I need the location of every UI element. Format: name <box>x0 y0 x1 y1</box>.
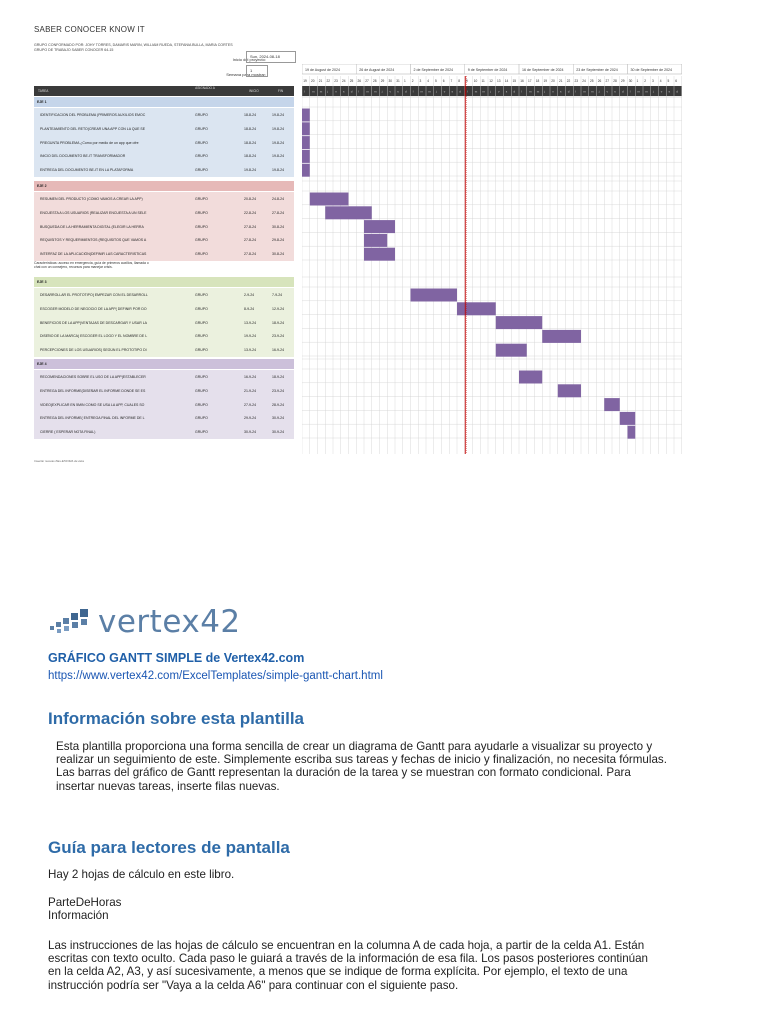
task-assigned: GRUPO <box>195 224 208 229</box>
weekday-letter: s <box>397 89 399 94</box>
task-row[interactable] <box>34 192 294 206</box>
week-label: 16 de September de 2024 <box>522 68 564 72</box>
task-start: 27-8-24 <box>244 252 257 257</box>
weekday-letter: s <box>559 89 562 94</box>
day-number: 16 <box>520 79 524 83</box>
week-to-show-label: Semana para mostrar: <box>226 72 266 77</box>
week-label: 2 de September de 2024 <box>413 68 454 72</box>
day-number: 20 <box>551 79 555 83</box>
task-row[interactable] <box>34 136 294 150</box>
phase-row <box>34 97 294 107</box>
day-number: 8 <box>458 79 460 83</box>
task-name: INICIO DEL DOCUMENTO BE-IT TRANSFORMADOR <box>40 154 126 159</box>
gantt-bar <box>364 220 395 233</box>
task-assigned: GRUPO <box>195 210 208 215</box>
weekday-letter: s <box>342 89 345 94</box>
table-header <box>34 86 294 96</box>
week-label: 26 de August de 2024 <box>359 68 395 72</box>
day-number: 23 <box>334 79 338 83</box>
gantt-bar <box>302 109 310 122</box>
phase-name: EJE 1 <box>37 100 47 104</box>
weekday-letter: l <box>412 89 414 94</box>
task-end: 7-9-24 <box>272 293 283 297</box>
task-assigned: GRUPO <box>195 402 208 407</box>
weekday-letter: d <box>676 89 678 94</box>
task-end: 18-9-24 <box>272 320 285 325</box>
phase-row <box>34 181 294 191</box>
day-number: 2 <box>644 79 646 83</box>
task-assigned: GRUPO <box>195 126 208 131</box>
week-label: 19 de August de 2024 <box>305 68 340 72</box>
day-number: 29 <box>620 79 625 83</box>
weekday-letter: s <box>668 89 670 94</box>
task-row[interactable] <box>34 384 294 398</box>
task-start: 30-9-24 <box>244 430 257 435</box>
task-start: 21-9-24 <box>244 388 257 393</box>
task-start: 13-9-24 <box>244 348 257 353</box>
weekday-letter: v <box>335 89 337 94</box>
day-number: 30 <box>388 79 392 83</box>
day-number: 19 <box>543 79 547 83</box>
gantt-bar <box>558 384 581 397</box>
week-label: 23 de September de 2024 <box>576 68 618 72</box>
weekday-letter: d <box>567 89 570 94</box>
weekday-letter: d <box>350 89 353 94</box>
task-row[interactable] <box>34 206 294 220</box>
task-row[interactable] <box>34 220 294 234</box>
task-end: 30-8-24 <box>272 224 285 229</box>
sheet-count-text: Hay 2 hojas de cálculo en este libro. <box>48 868 235 881</box>
week-label: 30 de September de 2024 <box>630 68 673 72</box>
task-name: ENTREGA DEL INFORME( ENTREGA FINAL DEL INFORME DE L <box>40 416 145 421</box>
day-number: 10 <box>473 79 478 83</box>
project-start-label: Inicio del proyecto: <box>232 57 266 62</box>
task-assigned: GRUPO <box>195 293 208 297</box>
task-row[interactable] <box>34 233 294 247</box>
phase-name: EJE 3 <box>37 280 47 284</box>
task-name: BUSQUEDA DE LA HERRAMIENTA DIGITAL (ELEGIR LA HERRA <box>40 224 144 229</box>
section-title-info: Información sobre esta plantilla <box>48 709 305 728</box>
task-assigned: GRUPO <box>195 140 208 145</box>
task-name: BENEFICIOS DE LA APP(VENTAJAS DE DESCARGAR Y USAR LA <box>40 320 147 325</box>
gantt-bar <box>302 164 310 177</box>
weekday-letter: m <box>319 89 323 94</box>
task-end: 30-9-24 <box>272 430 285 435</box>
day-number: 17 <box>527 79 532 83</box>
weekday-letter: l <box>629 89 631 94</box>
weekday-letter: m <box>645 89 648 94</box>
day-number: 1 <box>403 79 406 83</box>
weekday-letter: m <box>373 89 377 94</box>
task-assigned: GRUPO <box>195 375 208 379</box>
gantt-bar <box>457 302 496 315</box>
task-end: 27-8-24 <box>272 210 285 215</box>
task-end: 23-9-24 <box>272 334 285 339</box>
task-end: 12-9-24 <box>272 306 285 311</box>
weekday-letter: m <box>590 89 594 94</box>
task-assigned: GRUPO <box>195 306 208 311</box>
day-number: 4 <box>427 79 429 83</box>
task-name: REQUISITOS Y REQUERIMIENTOS (REQUISITOS QUE VAMOS A <box>40 238 147 243</box>
task-name: ENTREGA DEL INFORME(DISEÑAR EL INFORME DONDE SE ES <box>40 388 146 393</box>
task-name: ENTREGA DEL DOCUMENTO BE-IT EN LA PLATAFORMA <box>40 168 134 173</box>
weekday-letter: m <box>420 89 423 94</box>
task-assigned: GRUPO <box>195 168 208 173</box>
task-name: ESCOGER MODELO DE NEGOCIO DE LA APP( DEFINIR POR DO <box>40 306 147 311</box>
day-number: 30 <box>628 79 633 83</box>
task-end: 19-8-24 <box>272 154 285 159</box>
gantt-bar <box>302 136 310 149</box>
weekday-letter: d <box>404 89 407 94</box>
weekday-letter: v <box>552 89 554 94</box>
weekday-letter: j <box>490 89 491 94</box>
weekday-letter: m <box>583 89 586 94</box>
gantt-bar <box>604 398 620 411</box>
task-start: 27-8-24 <box>244 224 257 229</box>
weekday-letter: d <box>621 89 624 94</box>
day-number: 27 <box>365 79 369 83</box>
sheet-name-2: Información <box>48 909 109 922</box>
task-start: 13-9-24 <box>244 320 257 325</box>
task-start: 22-8-24 <box>244 210 257 215</box>
group-code: GRUPO DE TRABAJO SABER CONOCER 64-15 <box>34 48 114 52</box>
week-to-show-input[interactable]: 1 <box>246 65 268 77</box>
task-row[interactable] <box>34 316 294 330</box>
task-assigned: GRUPO <box>195 197 208 201</box>
weekday-letter: m <box>311 89 315 94</box>
task-assigned: GRUPO <box>195 238 208 243</box>
weekday-letter: v <box>660 89 663 94</box>
gantt-bar <box>628 426 636 439</box>
day-number: 27 <box>605 79 609 83</box>
task-assigned: GRUPO <box>195 348 208 353</box>
sheet-title: SABER CONOCER KNOW IT <box>34 25 145 34</box>
day-number: 22 <box>326 79 330 83</box>
task-start: 16-9-24 <box>244 375 257 379</box>
gantt-bar <box>620 412 636 425</box>
week-label: 9 de September de 2024 <box>467 68 508 72</box>
vertex42-logo <box>48 604 241 640</box>
task-name: PLANTEAMIENTO DEL RETO(CREAR UNA APP CON LA QUE SE <box>40 126 146 131</box>
task-name: CIERRE ( ESPERAR NOTA FINAL) <box>40 430 96 435</box>
phase-name: EJE 4 <box>37 362 47 366</box>
day-number: 22 <box>566 79 571 83</box>
notes-cell: Características: acceso en emergencia, guía de primeros auxilios, llamada o chat con un consejero, recursos para manejar crisis. <box>34 261 149 269</box>
section-body-instructions: Las instrucciones de las hojas de cálculo se encuentran en la columna A de cada hoja, a partir de la celda A1. Están escritas con texto oculto. Cada paso le guiará a través de la información de esa fila. Los pasos posteriores continúan en la celda A2, A3, y así sucesivamente, a menos que se indique de forma explícita. Por ejemplo, el texto de una instrucción podría ser "Vaya a la celda A6" para continuar con el siguiente paso. <box>48 939 648 992</box>
day-number: 1 <box>636 79 639 83</box>
weekday-letter: m <box>474 89 478 94</box>
task-row[interactable] <box>34 398 294 412</box>
day-number: 26 <box>357 79 361 83</box>
day-number: 6 <box>442 79 445 83</box>
day-number: 21 <box>558 79 563 83</box>
task-end: 16-9-24 <box>272 348 285 353</box>
weekday-letter: v <box>443 89 446 94</box>
weekday-letter: m <box>536 89 540 94</box>
day-number: 14 <box>504 79 509 83</box>
day-number: 6 <box>675 79 677 83</box>
day-number: 7 <box>450 79 453 83</box>
task-end: 18-9-24 <box>272 375 285 379</box>
weekday-letter: d <box>459 89 461 94</box>
gantt-bar <box>302 150 310 163</box>
weekday-letter: l <box>304 89 305 94</box>
weekday-letter: j <box>544 89 546 94</box>
gantt-bar <box>496 344 527 357</box>
task-name: PERCEPCIONES DE LOS USUARIOS( SEGÚN EL PROTOTIPO DI <box>40 348 147 353</box>
task-assigned: GRUPO <box>195 113 208 117</box>
vertex42-logo-icon <box>48 607 92 637</box>
day-number: 11 <box>481 79 485 83</box>
task-end: 24-8-24 <box>272 197 285 201</box>
gantt-bar <box>496 316 543 329</box>
day-number <box>466 79 468 83</box>
task-start: 8-9-24 <box>244 306 255 311</box>
sheet-name-1: ParteDeHoras <box>48 896 122 909</box>
task-row[interactable] <box>34 411 294 425</box>
task-end: 19-8-24 <box>272 168 285 173</box>
day-number: 5 <box>667 79 670 83</box>
phase-name: EJE 2 <box>37 184 47 188</box>
day-number: 24 <box>582 79 586 83</box>
task-name: IDENTIFICACION DEL PROBLEMA (PRIMEROS AUXILIOS EMOC <box>40 113 146 117</box>
task-row[interactable] <box>34 288 294 302</box>
gantt-bar <box>519 371 542 384</box>
header-task: TAREA <box>38 89 49 93</box>
day-number: 3 <box>419 79 422 83</box>
weekday-letter: m <box>428 89 431 94</box>
day-number: 2 <box>411 79 414 83</box>
weekday-letter: j <box>435 89 437 94</box>
weekday-letter: j <box>598 89 600 94</box>
task-name: INTERFAZ DE LA APLICACIÓN(DEFINIR LAS CARACTERISTICAS <box>40 252 147 257</box>
task-start: 19-9-24 <box>244 334 257 339</box>
day-number: 15 <box>512 79 516 83</box>
weekday-letter: j <box>327 89 329 94</box>
task-name: DESARROLLAR EL PROTOTIPO( EMPEZAR CON EL DESARROLL <box>40 293 148 297</box>
weekday-letter: m <box>366 89 369 94</box>
task-name: PREGUNTA PROBLEMA ¿Como por medio de un app que ofre <box>40 140 139 145</box>
task-start: 19-8-24 <box>244 168 257 173</box>
logo-wordmark: vertex42 <box>98 604 241 640</box>
day-number: 23 <box>574 79 578 83</box>
task-assigned: GRUPO <box>195 334 208 339</box>
task-start: 2-9-24 <box>244 293 255 297</box>
task-end: 19-8-24 <box>272 140 285 145</box>
task-start: 20-8-24 <box>244 197 257 201</box>
task-start: 27-8-24 <box>244 238 257 243</box>
weekday-letter: l <box>521 89 522 94</box>
task-end: 30-9-24 <box>272 416 285 421</box>
weekday-letter: m <box>482 89 485 94</box>
weekday-letter: l <box>358 89 360 94</box>
day-number: 5 <box>434 79 437 83</box>
gantt-bar <box>364 248 395 261</box>
gantt-bar <box>542 330 581 343</box>
day-number: 28 <box>372 79 377 83</box>
weekday-letter: d <box>513 89 516 94</box>
day-number: 12 <box>489 79 493 83</box>
weekday-letter: v <box>497 89 500 94</box>
weekday-letter: v <box>606 89 608 94</box>
day-number: 24 <box>341 79 346 83</box>
day-number: 21 <box>318 79 323 83</box>
task-assigned: GRUPO <box>195 416 208 421</box>
day-number: 3 <box>651 79 654 83</box>
task-start: 29-9-24 <box>244 416 257 421</box>
task-name: RECOMENDACIONES SOBRE EL USO DE LA APP(ESTABLECER <box>40 375 146 379</box>
task-row[interactable] <box>34 247 294 261</box>
task-assigned: GRUPO <box>195 252 208 257</box>
section-body-info: Esta plantilla proporciona una forma sencilla de crear un diagrama de Gantt para ayudarle a visualizar su proyecto y realizar un seguimiento de este. Simplemente escriba sus tareas y fechas de inicio y finalización, no necesita fórmulas. Las barras del gráfico de Gantt representan la duración de la tarea y se muestran con formato condicional. Para insertar nuevas tareas, inserte filas nuevas. <box>56 740 667 793</box>
day-number: 31 <box>396 79 400 83</box>
header-end: FIN <box>278 89 284 93</box>
task-row[interactable] <box>34 108 294 122</box>
task-assigned: GRUPO <box>195 320 208 325</box>
weekday-letter: m <box>528 89 532 94</box>
weekday-letter: l <box>466 89 468 94</box>
task-row[interactable] <box>34 343 294 357</box>
gantt-bar <box>364 234 387 247</box>
template-url-link[interactable]: https://www.vertex42.com/ExcelTemplates/simple-gantt-chart.html <box>48 670 383 682</box>
task-assigned: GRUPO <box>195 430 208 435</box>
group-members: GRUPO CONFORMADO POR: JOHY TORRES, DAMARIS MARIN, WILLIAM RUEDA, STEFANIA BULLA, MARIA CORTES <box>34 43 233 47</box>
header-start: INICIO <box>249 89 259 93</box>
project-start-input[interactable]: Sun, 2024-08-18 <box>246 51 296 63</box>
task-name: VIDEO(EXPLICAR EN 5MIN COMO SE USA LA APP, CUALES SO <box>40 402 145 407</box>
header-assigned: ASIGNADO A <box>195 86 215 90</box>
weekday-letter: j <box>381 89 383 94</box>
task-start: 18-8-24 <box>244 154 257 159</box>
task-end: 28-9-24 <box>272 402 285 407</box>
day-number: 19 <box>303 79 307 83</box>
weekday-letter: s <box>614 89 616 94</box>
day-number: 18 <box>535 79 540 83</box>
task-end: 23-9-24 <box>272 388 285 393</box>
task-assigned: GRUPO <box>195 388 208 393</box>
template-heading: GRÁFICO GANTT SIMPLE de Vertex42.com <box>48 651 305 665</box>
phase-row <box>34 359 294 369</box>
day-number: 26 <box>597 79 602 83</box>
task-end: 19-8-24 <box>272 113 285 117</box>
day-number: 29 <box>380 79 385 83</box>
task-name: ENCUESTA A LOS USUARIOS (REALIZAR ENCUESTA A UN SELE <box>40 210 147 215</box>
section-title-screen-reader: Guía para lectores de pantalla <box>48 838 290 857</box>
day-number: 13 <box>496 79 501 83</box>
task-row[interactable] <box>34 149 294 163</box>
weekday-letter: m <box>637 89 640 94</box>
task-name: RESUMEN DEL PRODUCTO (COMO VAMOS A CREAR LA APP) <box>40 197 143 201</box>
task-name: DISEÑO DE LA MARCA( ESCOGER EL LOGO Y EL NOMBRE DE L <box>40 334 148 339</box>
gantt-bar <box>325 206 372 219</box>
task-row[interactable] <box>34 302 294 316</box>
gantt-bar <box>310 193 349 206</box>
weekday-letter: j <box>652 89 654 94</box>
day-number: 25 <box>349 79 354 83</box>
task-start: 18-8-24 <box>244 140 257 145</box>
gantt-chart <box>302 64 686 474</box>
weekday-letter: v <box>389 89 391 94</box>
task-row[interactable] <box>34 122 294 136</box>
task-start: 18-8-24 <box>244 113 257 117</box>
weekday-letter: l <box>575 89 577 94</box>
task-end: 30-8-24 <box>272 252 285 257</box>
insert-rows-note: Insertar nuevas filas ENCIMA de ésta <box>34 459 84 463</box>
gantt-bar <box>411 289 458 302</box>
weekday-letter: s <box>505 89 508 94</box>
day-number: 28 <box>613 79 617 83</box>
task-row[interactable] <box>34 329 294 343</box>
gantt-bar <box>302 122 310 135</box>
task-row[interactable] <box>34 425 294 439</box>
task-end: 29-8-24 <box>272 238 285 243</box>
task-row[interactable] <box>34 370 294 384</box>
task-start: 27-9-24 <box>244 402 257 407</box>
task-start: 18-8-24 <box>244 126 257 131</box>
weekday-letter: s <box>451 89 453 94</box>
task-assigned: GRUPO <box>195 154 208 159</box>
day-number: 20 <box>310 79 315 83</box>
day-number: 4 <box>659 79 662 83</box>
day-number: 25 <box>589 79 594 83</box>
task-row[interactable] <box>34 163 294 177</box>
phase-row <box>34 277 294 287</box>
task-end: 19-8-24 <box>272 126 285 131</box>
